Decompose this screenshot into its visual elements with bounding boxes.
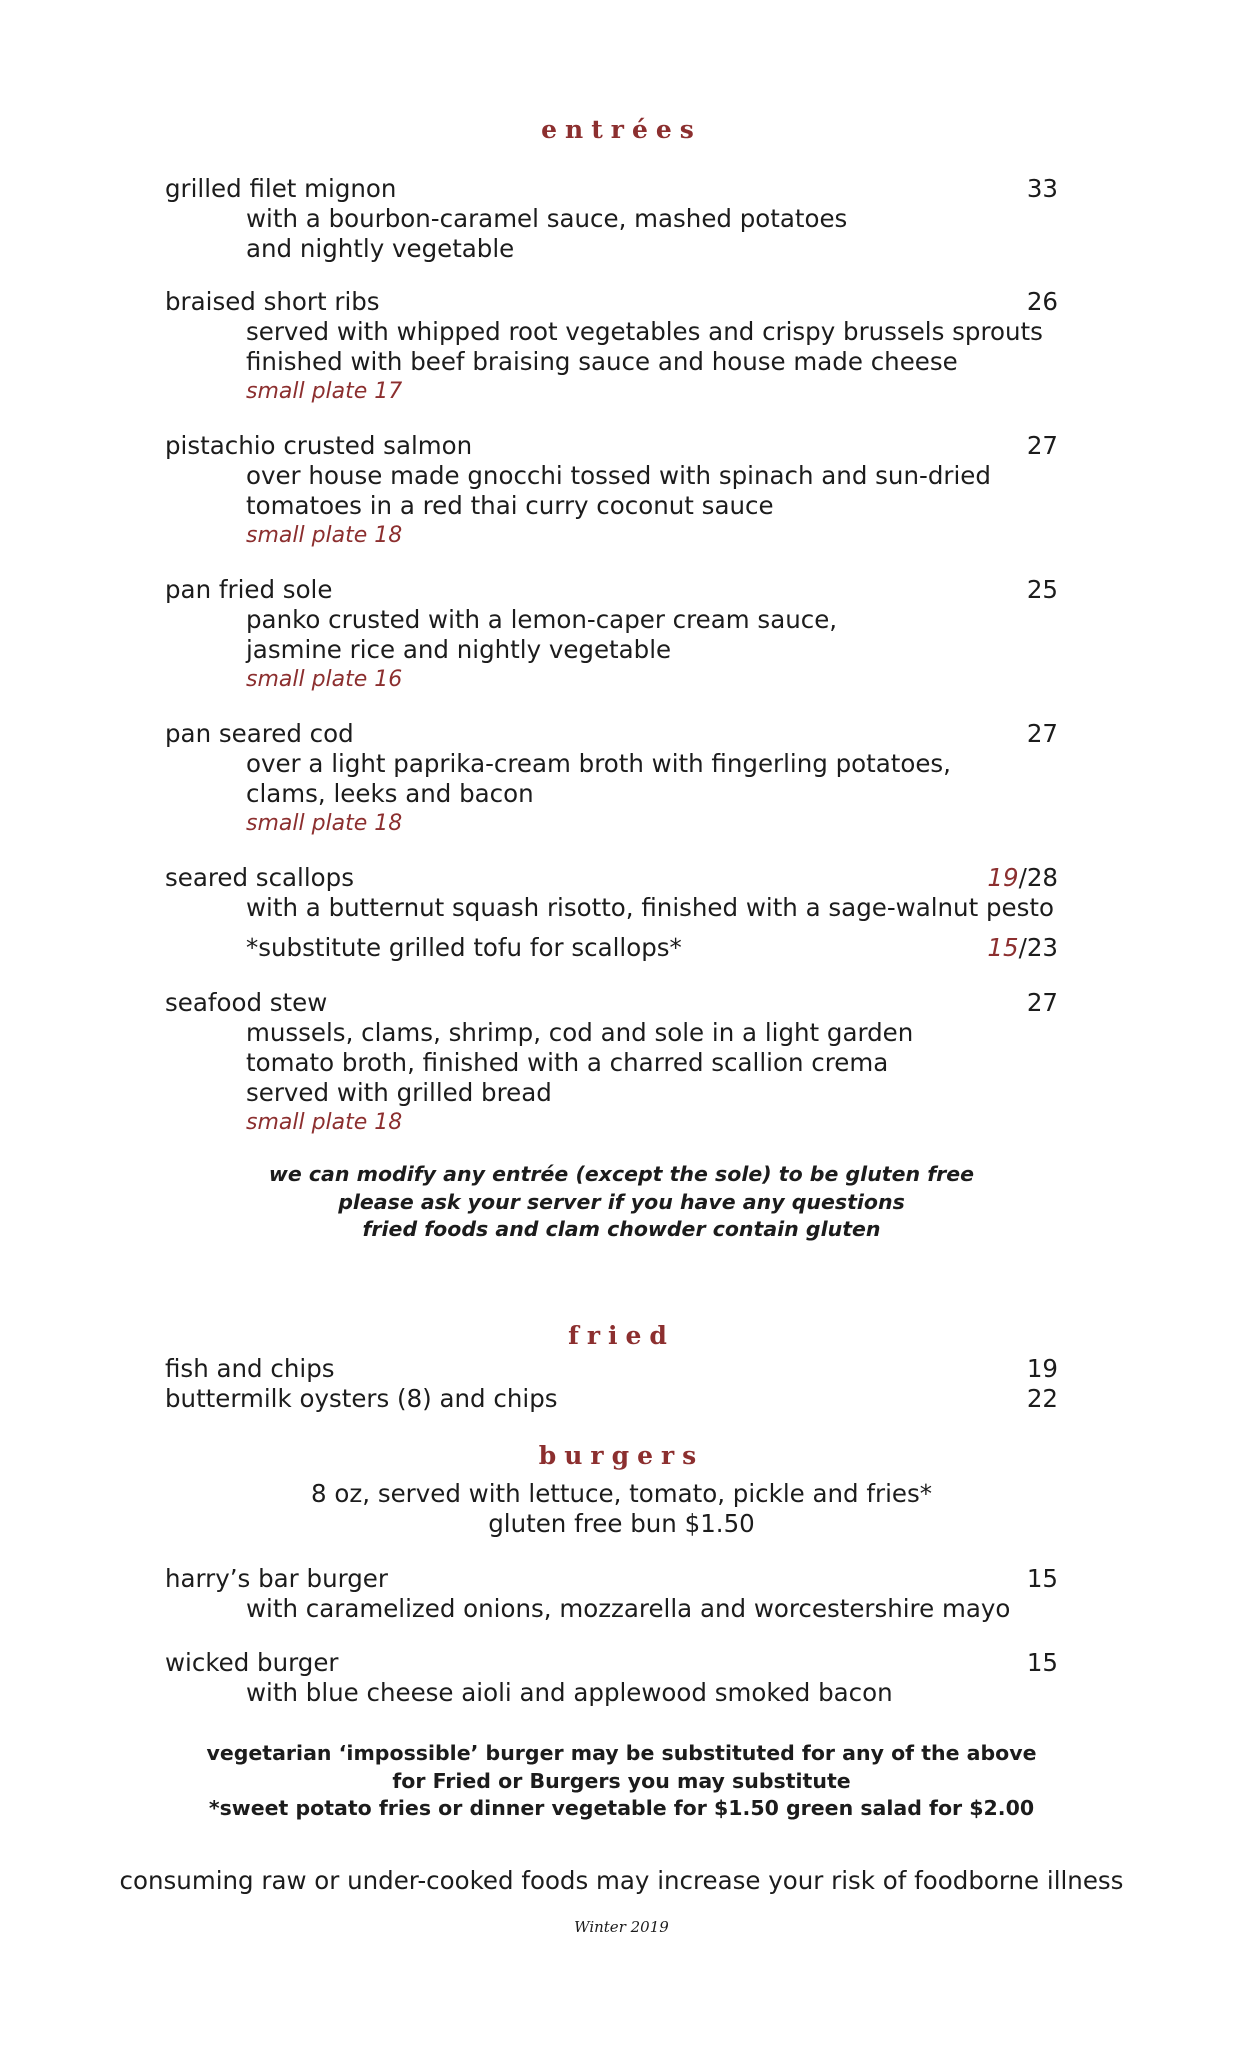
item-price: 15	[1026, 1564, 1058, 1593]
item-price: 26	[1026, 287, 1058, 316]
menu-item-seafood-stew	[165, 988, 1060, 1138]
item-name: pan fried sole	[165, 575, 333, 604]
item-description: mussels, clams, shrimp, cod and sole in a light garden	[246, 1018, 914, 1047]
item-name: fish and chips	[165, 1354, 335, 1383]
item-description: panko crusted with a lemon-caper cream sauce,	[246, 605, 838, 634]
item-name: pistachio crusted salmon	[165, 431, 473, 460]
item-description: with a butternut squash risotto, finished with a sage-walnut pesto	[246, 893, 1054, 922]
menu-season: Winter 2019	[574, 1918, 669, 1936]
item-name: seared scallops	[165, 863, 354, 892]
menu-item-fish-and-chips	[165, 1354, 1060, 1384]
menu-item-wicked-burger	[165, 1648, 1060, 1708]
item-name: seafood stew	[165, 988, 328, 1017]
item-price: 27	[1026, 988, 1058, 1017]
note-line: fried foods and clam chowder contain gluten	[362, 1217, 881, 1241]
item-price: 27	[1026, 719, 1058, 748]
item-description: over house made gnocchi tossed with spinach and sun-dried	[246, 461, 991, 490]
item-description: tomato broth, finished with a charred scallion crema	[246, 1048, 889, 1077]
full-price: /28	[1018, 863, 1058, 892]
menu-item-filet-mignon	[165, 174, 1060, 264]
gluten-note	[0, 1161, 1243, 1244]
menu-item-short-ribs	[165, 287, 1060, 407]
item-name: buttermilk oysters (8) and chips	[165, 1384, 558, 1413]
item-description: jasmine rice and nightly vegetable	[246, 635, 672, 664]
item-price: 33	[1026, 174, 1058, 203]
small-plate-price: small plate 18	[246, 811, 403, 836]
substitution-line	[165, 933, 1060, 963]
item-price: 22	[1026, 1384, 1058, 1413]
substitution-text: *substitute grilled tofu for scallops*	[246, 933, 682, 962]
item-description: finished with beef braising sauce and house made cheese	[246, 347, 958, 376]
burgers-intro	[0, 1479, 1243, 1539]
small-price: 19	[987, 863, 1019, 892]
item-name: harry’s bar burger	[165, 1564, 388, 1593]
menu-item-cod	[165, 719, 1060, 839]
item-description: and nightly vegetable	[246, 234, 515, 263]
small-plate-price: small plate 17	[246, 379, 403, 404]
item-price: 25	[1026, 575, 1058, 604]
item-name: wicked burger	[165, 1648, 339, 1677]
small-plate-price: small plate 18	[246, 523, 403, 548]
menu-item-oysters	[165, 1384, 1060, 1414]
item-name: grilled filet mignon	[165, 174, 397, 203]
menu-item-sole	[165, 575, 1060, 695]
note-line: *sweet potato fries or dinner vegetable for $1.50 green salad for $2.00	[208, 1796, 1035, 1820]
item-description: with caramelized onions, mozzarella and worcestershire mayo	[246, 1594, 1011, 1623]
item-price: 15	[1026, 1648, 1058, 1677]
full-price: /23	[1018, 933, 1058, 962]
item-price: 19	[1026, 1354, 1058, 1383]
item-name: pan seared cod	[165, 719, 354, 748]
item-description: served with grilled bread	[246, 1078, 552, 1107]
substitution-price	[987, 933, 1058, 963]
burgers-heading: burgers	[538, 1441, 705, 1470]
small-plate-price: small plate 18	[246, 1110, 403, 1135]
note-line: vegetarian ‘impossible’ burger may be substituted for any of the above	[206, 1741, 1037, 1765]
fried-heading: fried	[568, 1321, 675, 1350]
item-price: 27	[1026, 431, 1058, 460]
menu-item-scallops	[165, 863, 1060, 963]
intro-line: 8 oz, served with lettuce, tomato, pickle and fries*	[311, 1479, 932, 1508]
note-line: for Fried or Burgers you may substitute	[392, 1768, 851, 1793]
note-line: we can modify any entrée (except the sole) to be gluten free	[268, 1162, 975, 1186]
small-plate-price: small plate 16	[246, 667, 403, 692]
item-description: with blue cheese aioli and applewood smoked bacon	[246, 1678, 893, 1707]
item-name: braised short ribs	[165, 287, 380, 316]
item-price	[987, 863, 1058, 893]
item-description: tomatoes in a red thai curry coconut sauce	[246, 491, 774, 520]
item-description: with a bourbon-caramel sauce, mashed potatoes	[246, 204, 848, 233]
item-description: clams, leeks and bacon	[246, 779, 534, 808]
food-safety-warning: consuming raw or under-cooked foods may increase your risk of foodborne illness	[119, 1866, 1124, 1895]
menu-item-salmon	[165, 431, 1060, 551]
entrees-heading: entrées	[541, 115, 702, 144]
item-description: served with whipped root vegetables and crispy brussels sprouts	[246, 317, 1043, 346]
small-price: 15	[987, 933, 1019, 962]
item-description: over a light paprika-cream broth with fingerling potatoes,	[246, 749, 951, 778]
menu-item-harrys-bar-burger	[165, 1564, 1060, 1624]
intro-line: gluten free bun $1.50	[488, 1509, 755, 1538]
fried-list	[165, 1354, 1060, 1414]
note-line: please ask your server if you have any questions	[338, 1189, 905, 1214]
burger-substitution-note	[0, 1740, 1243, 1823]
